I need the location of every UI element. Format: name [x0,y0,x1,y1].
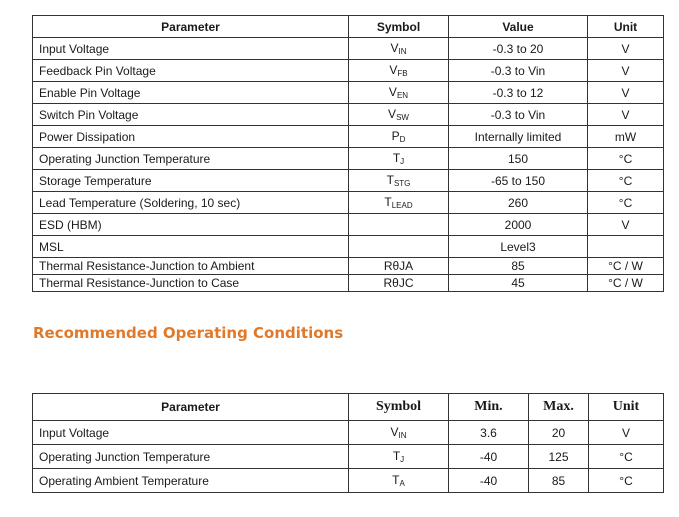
unit-cell: V [589,421,664,445]
value-cell: -0.3 to Vin [449,60,588,82]
table-row [33,258,664,275]
param-cell: Operating Junction Temperature [33,148,349,170]
symbol-subscript: IN [398,431,407,440]
unit-cell: °C [589,469,664,493]
recommended-operating-conditions-table [32,393,664,493]
symbol-main: V [389,63,398,77]
table-header-row [33,16,664,38]
unit-cell: V [588,82,664,104]
symbol-subscript: J [400,455,405,464]
symbol-subscript: SW [396,113,409,122]
symbol-cell [349,60,449,82]
value-cell: -0.3 to 20 [449,38,588,60]
symbol-cell [349,214,449,236]
unit-cell: °C [588,192,664,214]
param-cell: Operating Junction Temperature [33,445,349,469]
symbol-cell [349,421,449,445]
symbol-cell [349,192,449,214]
unit-cell: V [588,38,664,60]
symbol-main: V [388,85,397,99]
param-cell: Operating Ambient Temperature [33,469,349,493]
section-title: Recommended Operating Conditions [33,324,344,342]
min-cell: 3.6 [449,421,529,445]
param-cell: Power Dissipation [33,126,349,148]
symbol-cell [349,258,449,275]
table-row [33,170,664,192]
symbol-subscript: EN [396,91,409,100]
header-parameter: Parameter [33,394,349,421]
header-min: Min. [449,394,529,421]
symbol-cell [349,170,449,192]
header-symbol: Symbol [349,394,449,421]
value-cell: Level3 [449,236,588,258]
param-cell: Switch Pin Voltage [33,104,349,126]
symbol-main: T [384,195,392,209]
param-cell: Thermal Resistance-Junction to Ambient [33,258,349,275]
value-cell: Internally limited [449,126,588,148]
header-unit: Unit [588,16,664,38]
table-row [33,445,664,469]
unit-cell: °C [588,148,664,170]
symbol-subscript: J [400,157,405,166]
param-cell: MSL [33,236,349,258]
symbol-subscript: LEAD [391,201,413,210]
symbol-main: T [392,151,401,165]
table-row [33,469,664,493]
unit-cell: V [588,104,664,126]
min-cell: -40 [449,469,529,493]
max-cell: 85 [529,469,589,493]
table-row [33,104,664,126]
symbol-cell [349,126,449,148]
table-row [33,275,664,292]
symbol-subscript: FB [397,69,408,78]
param-cell: Input Voltage [33,421,349,445]
unit-cell [588,236,664,258]
min-cell: -40 [449,445,529,469]
table-row [33,60,664,82]
symbol-cell [349,469,449,493]
param-cell: Thermal Resistance-Junction to Case [33,275,349,292]
symbol-main: V [388,107,397,121]
param-cell: Storage Temperature [33,170,349,192]
value-cell: 260 [449,192,588,214]
unit-cell: °C [588,170,664,192]
value-cell: 45 [449,275,588,292]
unit-cell: °C / W [588,275,664,292]
symbol-main: RθJC [383,275,414,290]
header-parameter: Parameter [33,16,349,38]
symbol-cell [349,148,449,170]
table-row [33,236,664,258]
symbol-main: P [391,129,400,143]
max-cell: 125 [529,445,589,469]
symbol-cell [349,275,449,292]
symbol-cell [349,82,449,104]
value-cell: -0.3 to Vin [449,104,588,126]
symbol-main: RθJA [383,258,414,273]
symbol-subscript: D [399,135,406,144]
unit-cell: °C [589,445,664,469]
header-value: Value [449,16,588,38]
value-cell: 85 [449,258,588,275]
symbol-cell [349,236,449,258]
symbol-main: T [386,173,394,187]
symbol-cell [349,104,449,126]
header-symbol: Symbol [349,16,449,38]
table-row [33,148,664,170]
table-row [33,82,664,104]
table-row [33,192,664,214]
max-cell: 20 [529,421,589,445]
absolute-maximum-ratings-table [32,15,664,292]
symbol-main: V [390,41,399,55]
param-cell: Input Voltage [33,38,349,60]
symbol-cell [349,445,449,469]
table-row [33,421,664,445]
unit-cell: V [588,60,664,82]
symbol-main: T [392,449,401,463]
param-cell: Feedback Pin Voltage [33,60,349,82]
unit-cell: V [588,214,664,236]
table-row [33,126,664,148]
unit-cell: °C / W [588,258,664,275]
header-max: Max. [529,394,589,421]
table-row [33,214,664,236]
param-cell: Lead Temperature (Soldering, 10 sec) [33,192,349,214]
param-cell: ESD (HBM) [33,214,349,236]
table-row [33,38,664,60]
unit-cell: mW [588,126,664,148]
symbol-subscript: A [399,479,405,488]
symbol-subscript: STG [393,179,411,188]
symbol-main: V [390,425,399,439]
table-header-row [33,394,664,421]
param-cell: Enable Pin Voltage [33,82,349,104]
symbol-cell [349,38,449,60]
symbol-main: T [392,473,400,487]
header-unit: Unit [589,394,664,421]
value-cell: 150 [449,148,588,170]
symbol-subscript: IN [398,47,407,56]
value-cell: -0.3 to 12 [449,82,588,104]
value-cell: 2000 [449,214,588,236]
value-cell: -65 to 150 [449,170,588,192]
